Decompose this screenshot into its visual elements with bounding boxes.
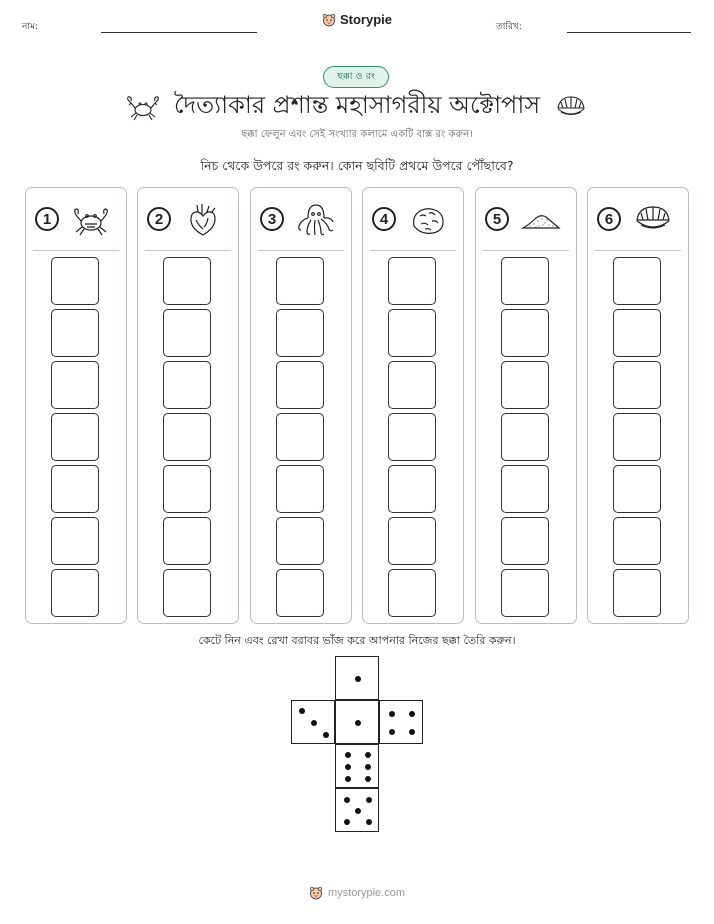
column-1 — [25, 187, 127, 624]
color-box[interactable] — [276, 257, 324, 305]
footer-url: mystorypie.com — [327, 887, 406, 899]
die-pip — [389, 729, 395, 735]
color-box[interactable] — [51, 517, 99, 565]
column-4 — [362, 187, 464, 624]
color-box[interactable] — [388, 361, 436, 409]
color-box[interactable] — [163, 413, 211, 461]
color-box[interactable] — [163, 465, 211, 513]
color-box[interactable] — [51, 465, 99, 513]
die-pip — [365, 764, 371, 770]
color-box[interactable] — [276, 465, 324, 513]
color-box[interactable] — [51, 361, 99, 409]
column-divider — [258, 250, 344, 251]
color-box[interactable] — [51, 257, 99, 305]
die-face-5 — [335, 788, 379, 832]
color-box[interactable] — [501, 309, 549, 357]
column-header — [476, 188, 576, 248]
die-face-3 — [291, 700, 335, 744]
column-divider — [483, 250, 569, 251]
color-box[interactable] — [388, 413, 436, 461]
sand-pile-icon — [520, 202, 562, 238]
crab-icon — [70, 202, 112, 238]
octopus-icon — [295, 202, 337, 238]
date-label: তারিখ: — [496, 22, 522, 32]
column-header — [588, 188, 688, 248]
die-pip — [409, 729, 415, 735]
die-face-6 — [335, 744, 379, 788]
column-2 — [137, 187, 239, 624]
color-box[interactable] — [51, 413, 99, 461]
color-box[interactable] — [276, 361, 324, 409]
column-divider — [145, 250, 231, 251]
color-box[interactable] — [276, 413, 324, 461]
column-5 — [475, 187, 577, 624]
color-box[interactable] — [388, 257, 436, 305]
column-6 — [587, 187, 689, 624]
column-header — [26, 188, 126, 248]
color-box[interactable] — [163, 361, 211, 409]
die-pip — [345, 752, 351, 758]
title-row — [0, 90, 714, 124]
die-pip — [345, 776, 351, 782]
column-number: 4 — [372, 207, 396, 231]
color-box[interactable] — [501, 257, 549, 305]
instruction: নিচ থেকে উপরে রং করুন। কোন ছবিটি প্রথমে উপরে পৌঁছাবে? — [200, 158, 514, 173]
die-pip — [345, 764, 351, 770]
brand-logo — [0, 12, 714, 27]
column-header — [251, 188, 351, 248]
color-box[interactable] — [501, 361, 549, 409]
color-box[interactable] — [613, 413, 661, 461]
die-face-1 — [335, 700, 379, 744]
column-header — [138, 188, 238, 248]
color-box[interactable] — [388, 569, 436, 617]
cut-instruction: কেটে নিন এবং রেখা বরাবর ভাঁজ করে আপনার নিজের ছক্কা তৈরি করুন। — [198, 634, 516, 647]
column-number: 5 — [485, 207, 509, 231]
mascot-icon — [309, 886, 323, 900]
category-tag: ছক্কা ও রং — [323, 66, 389, 88]
column-3 — [250, 187, 352, 624]
color-box[interactable] — [163, 257, 211, 305]
die-pip — [355, 808, 361, 814]
color-box[interactable] — [613, 465, 661, 513]
brand-name: Storypie — [339, 12, 392, 27]
column-header — [363, 188, 463, 248]
clam-shell-icon — [554, 92, 588, 122]
die-pip — [409, 711, 415, 717]
die-pip — [299, 708, 305, 714]
column-divider — [33, 250, 119, 251]
color-box[interactable] — [276, 309, 324, 357]
die-pip — [311, 720, 317, 726]
die-pip — [344, 819, 350, 825]
color-box[interactable] — [388, 517, 436, 565]
column-divider — [370, 250, 456, 251]
clam-shell-icon — [632, 202, 674, 238]
color-box[interactable] — [163, 309, 211, 357]
date-line — [567, 32, 691, 33]
color-box[interactable] — [388, 465, 436, 513]
name-line — [101, 32, 257, 33]
color-box[interactable] — [163, 517, 211, 565]
color-box[interactable] — [51, 309, 99, 357]
color-box[interactable] — [163, 569, 211, 617]
crab-icon — [126, 92, 160, 122]
die-pip — [366, 797, 372, 803]
die-pip — [365, 752, 371, 758]
column-number: 1 — [35, 207, 59, 231]
color-box[interactable] — [501, 413, 549, 461]
die-pip — [366, 819, 372, 825]
die-pip — [323, 732, 329, 738]
name-label: নাম: — [22, 22, 39, 32]
die-pip — [355, 676, 361, 682]
heart-organ-icon — [182, 202, 224, 238]
die-pip — [355, 720, 361, 726]
color-box[interactable] — [613, 569, 661, 617]
color-box[interactable] — [613, 517, 661, 565]
footer — [0, 886, 714, 900]
column-number: 2 — [147, 207, 171, 231]
mascot-icon — [322, 13, 336, 27]
color-box[interactable] — [388, 309, 436, 357]
color-box[interactable] — [51, 569, 99, 617]
column-divider — [595, 250, 681, 251]
color-box[interactable] — [501, 465, 549, 513]
columns-grid — [25, 187, 689, 624]
page-title: দৈত্যাকার প্রশান্ত মহাসাগরীয় অক্টোপাস — [173, 91, 541, 119]
die-pip — [365, 776, 371, 782]
rock-icon — [407, 202, 449, 238]
color-box[interactable] — [276, 517, 324, 565]
color-box[interactable] — [613, 309, 661, 357]
die-face-1 — [335, 656, 379, 700]
column-number: 3 — [260, 207, 284, 231]
color-box[interactable] — [501, 517, 549, 565]
color-box[interactable] — [613, 257, 661, 305]
die-pip — [389, 711, 395, 717]
color-box[interactable] — [613, 361, 661, 409]
color-box[interactable] — [276, 569, 324, 617]
subtitle: ছক্কা ফেলুন এবং সেই সংখ্যার কলামে একটি বাক্স রং করুন। — [241, 129, 473, 140]
color-box[interactable] — [501, 569, 549, 617]
die-pip — [344, 797, 350, 803]
die-face-4 — [379, 700, 423, 744]
column-number: 6 — [597, 207, 621, 231]
